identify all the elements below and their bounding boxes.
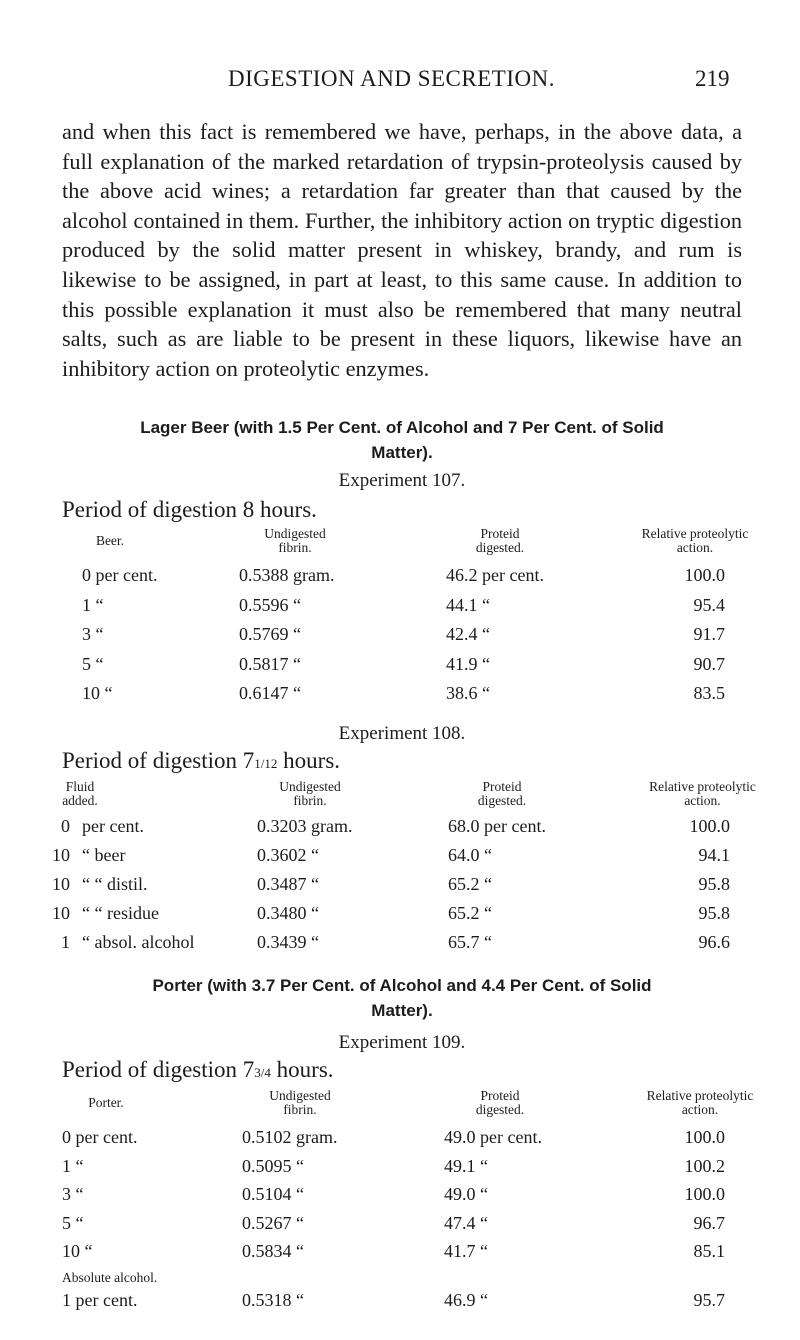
cell-proteid: 65.2 “ (448, 903, 492, 923)
cell-proteid: 49.1 “ (444, 1156, 488, 1176)
page-number: 219 (695, 66, 730, 91)
cell-undigested: 0.5267 “ (242, 1213, 304, 1233)
cell-relative: 94.1 (698, 845, 730, 865)
cell-proteid: 49.0 per cent. (444, 1127, 542, 1147)
cell-beer: 5 “ (82, 654, 104, 674)
period-text: hours. (277, 748, 341, 773)
col-header-line: Proteid (480, 526, 520, 541)
col-header-proteid (440, 1089, 560, 1117)
cell-undigested: 0.3487 “ (257, 874, 319, 894)
cell-undigested: 0.5102 gram. (242, 1127, 338, 1147)
cell-proteid: 49.0 “ (444, 1184, 488, 1204)
cell-undigested: 0.6147 “ (239, 683, 301, 703)
col-header-line: Fluid (65, 779, 95, 794)
cell-fluid-amount: 10 (52, 845, 70, 865)
cell-porter: 0 per cent. (62, 1127, 138, 1147)
col-header-relative (620, 1089, 780, 1117)
cell-proteid: 42.4 “ (446, 624, 490, 644)
cell-undigested: 0.5596 “ (239, 595, 301, 615)
cell-proteid: 38.6 “ (446, 683, 490, 703)
experiment-108-label: Experiment 108. (338, 723, 466, 744)
col-header-line: Proteid (482, 779, 522, 794)
section-heading-line: Matter). (371, 1001, 433, 1020)
cell-relative: 100.0 (684, 1184, 725, 1204)
body-paragraph: and when this fact is remembered we have, perhaps, in the above data, a full explanation of the marked retardation of trypsin-proteolysis caused by the above acid wines; a retardation far greater than that caused by the alcohol contained in them. Further, the inhibitory action on tryptic digestion produced by the solid matter present in whiskey, brandy, and rum is likewise to be assigned, in part at least, to this same cause. In addition to this possible explanation it must also be remembered that many neutral salts, such as are liable to be present in these liquors, likewise have an inhibitory action on proteolytic enzymes. (62, 119, 742, 381)
cell-porter: 10 “ (62, 1241, 93, 1261)
col-header-porter: Porter. (88, 1095, 124, 1110)
cell-proteid: 41.7 “ (444, 1241, 488, 1261)
col-header-line: Relative proteolytic (646, 1088, 754, 1103)
cell-undigested: 0.5834 “ (242, 1241, 304, 1261)
col-header-line: action. (681, 1102, 719, 1117)
col-header-proteid (440, 527, 560, 555)
col-header-line: action. (676, 540, 714, 555)
cell-fluid-amount: 0 (61, 816, 70, 836)
col-header-proteid (442, 780, 562, 808)
cell-beer: 0 per cent. (82, 565, 158, 585)
cell-proteid: 41.9 “ (446, 654, 490, 674)
cell-relative: 100.0 (689, 816, 730, 836)
cell-porter: 1 “ (62, 1156, 84, 1176)
cell-relative: 95.7 (693, 1290, 725, 1310)
col-header-undigested (230, 527, 360, 555)
running-head-title: DIGESTION AND SECRETION. (228, 66, 555, 91)
period-text: Period of digestion 7 (62, 748, 255, 773)
cell-relative: 96.7 (693, 1213, 725, 1233)
col-header-line: Undigested (269, 1088, 331, 1103)
section-heading-porter (62, 973, 742, 1023)
cell-relative: 91.7 (693, 624, 725, 644)
cell-relative: 95.4 (693, 595, 725, 615)
cell-undigested: 0.5769 “ (239, 624, 301, 644)
col-header-beer: Beer. (95, 533, 125, 548)
experiment-108-period (62, 748, 340, 774)
cell-relative: 85.1 (693, 1241, 725, 1261)
section-heading-line: Matter). (371, 443, 433, 462)
cell-fluid-amount: 10 (52, 874, 70, 894)
cell-proteid: 68.0 per cent. (448, 816, 546, 836)
col-header-line: fibrin. (293, 793, 327, 808)
col-header-line: Proteid (480, 1088, 520, 1103)
period-text: hours. (270, 1057, 334, 1082)
section-heading-line: Lager Beer (with 1.5 Per Cent. of Alcohol and 7 Per Cent. of Solid (140, 418, 664, 437)
cell-proteid: 47.4 “ (444, 1213, 488, 1233)
cell-relative: 90.7 (693, 654, 725, 674)
col-header-line: fibrin. (278, 540, 312, 555)
cell-fluid: “ beer (82, 845, 126, 865)
cell-undigested: 0.5318 “ (242, 1290, 304, 1310)
cell-undigested: 0.5388 gram. (239, 565, 335, 585)
col-header-line: Undigested (264, 526, 326, 541)
cell-porter: 3 “ (62, 1184, 84, 1204)
cell-relative: 100.2 (684, 1156, 725, 1176)
cell-beer: 10 “ (82, 683, 113, 703)
absolute-alcohol-label: Absolute alcohol. (62, 1270, 158, 1285)
experiment-109-period (62, 1057, 334, 1083)
col-header-line: Relative proteolytic (641, 526, 749, 541)
col-header-relative (625, 780, 780, 808)
cell-proteid: 64.0 “ (448, 845, 492, 865)
col-header-relative (620, 527, 770, 555)
cell-proteid: 46.2 per cent. (446, 565, 544, 585)
cell-undigested: 0.3480 “ (257, 903, 319, 923)
cell-proteid: 46.9 “ (444, 1290, 488, 1310)
experiment-107-period: Period of digestion 8 hours. (62, 497, 317, 522)
cell-undigested: 0.5095 “ (242, 1156, 304, 1176)
col-header-undigested (235, 1089, 365, 1117)
col-header-line: digested. (477, 793, 527, 808)
cell-undigested: 0.5104 “ (242, 1184, 304, 1204)
cell-relative: 100.0 (684, 565, 725, 585)
cell-relative: 95.8 (698, 903, 730, 923)
cell-relative: 95.8 (698, 874, 730, 894)
cell-undigested: 0.3602 “ (257, 845, 319, 865)
cell-porter: 1 per cent. (62, 1290, 138, 1310)
period-text: Period of digestion 7 (62, 1057, 255, 1082)
cell-beer: 1 “ (82, 595, 104, 615)
col-header-line: digested. (475, 1102, 525, 1117)
col-header-fluid (45, 780, 115, 808)
cell-fluid: per cent. (82, 816, 144, 836)
col-header-line: action. (684, 793, 721, 808)
cell-proteid: 44.1 “ (446, 595, 490, 615)
col-header-line: Undigested (279, 779, 341, 794)
section-heading-lager-beer (62, 415, 742, 465)
cell-relative: 96.6 (698, 932, 730, 952)
cell-proteid: 65.7 “ (448, 932, 492, 952)
cell-fluid: “ “ residue (82, 903, 159, 923)
cell-undigested: 0.3203 gram. (257, 816, 353, 836)
experiment-107-label: Experiment 107. (338, 470, 466, 491)
running-head (0, 66, 800, 102)
cell-relative: 83.5 (693, 683, 725, 703)
cell-beer: 3 “ (82, 624, 104, 644)
experiment-109-label: Experiment 109. (338, 1032, 466, 1053)
cell-relative: 100.0 (684, 1127, 725, 1147)
period-fraction: 1/12 (254, 756, 278, 771)
cell-fluid-amount: 1 (61, 932, 70, 952)
col-header-line: digested. (475, 540, 525, 555)
col-header-line: Relative proteolytic (649, 779, 756, 794)
period-fraction: 3/4 (254, 1065, 271, 1080)
cell-undigested: 0.5817 “ (239, 654, 301, 674)
col-header-line: added. (62, 793, 98, 808)
col-header-line: fibrin. (283, 1102, 317, 1117)
cell-fluid: “ “ distil. (82, 874, 148, 894)
cell-fluid: “ absol. alcohol (82, 932, 195, 952)
col-header-undigested (245, 780, 375, 808)
cell-undigested: 0.3439 “ (257, 932, 319, 952)
cell-porter: 5 “ (62, 1213, 84, 1233)
cell-proteid: 65.2 “ (448, 874, 492, 894)
section-heading-line: Porter (with 3.7 Per Cent. of Alcohol and 4.4 Per Cent. of Solid (152, 976, 652, 995)
cell-fluid-amount: 10 (52, 903, 70, 923)
